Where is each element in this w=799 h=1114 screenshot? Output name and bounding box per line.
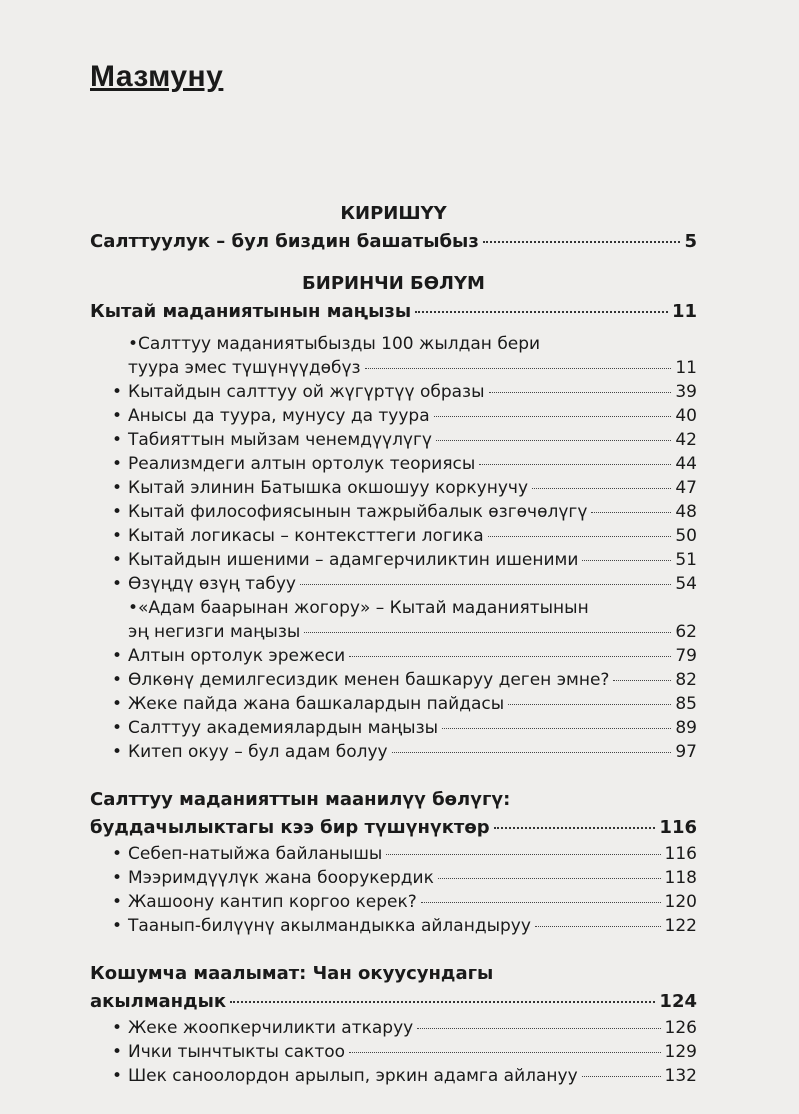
toc-item-1-line1[interactable]: •Салттуу маданиятыбызды 100 жылдан бери	[128, 334, 541, 354]
dot-leader	[488, 536, 672, 537]
bullet-icon: •	[112, 718, 123, 738]
toc-item[interactable]: • Реализмдеги алтын ортолук теориясы 44	[112, 454, 697, 474]
toc-item[interactable]: • Кытай философиясынын тажрыйбалык өзгөчөлүгү 48	[112, 502, 697, 522]
bullet-icon: •	[112, 892, 123, 912]
toc-item[interactable]: • Ички тынчтыкты сактоо 129	[112, 1042, 697, 1062]
bullet-icon: •	[112, 1042, 123, 1062]
toc-item[interactable]: эң негизги маңызы 62	[128, 622, 697, 642]
dot-leader	[300, 584, 671, 585]
dot-leader	[386, 854, 660, 855]
toc-item[interactable]: • Жашоону кантип коргоо керек? 120	[112, 892, 697, 912]
bullet-icon: •	[128, 598, 139, 618]
bullet-icon: •	[112, 430, 123, 450]
bullet-icon: •	[112, 844, 123, 864]
toc-chapter-2[interactable]: буддачылыктагы кээ бир түшүнүктөр 116	[90, 817, 697, 838]
dot-leader	[417, 1028, 660, 1029]
chapter-label: Кытай маданиятынын маңызы	[90, 301, 412, 322]
dot-leader	[489, 392, 672, 393]
dot-leader	[230, 1001, 655, 1003]
bullet-icon: •	[112, 406, 123, 426]
dot-leader	[508, 704, 671, 705]
toc-item[interactable]: • Жеке пайда жана башкалардын пайдасы 85	[112, 694, 697, 714]
dot-leader	[365, 368, 672, 369]
toc-item[interactable]: • Кытай элинин Батышка окшошуу коркунучу 47	[112, 478, 697, 498]
toc-chapter-1[interactable]	[90, 298, 697, 326]
dot-leader	[438, 878, 661, 879]
bullet-icon: •	[112, 868, 123, 888]
dot-leader	[415, 311, 668, 313]
entry-label: Салттуулук – бул биздин башатыбыз	[90, 231, 479, 252]
bullet-icon: •	[112, 502, 123, 522]
bullet-icon: •	[112, 646, 123, 666]
bullet-icon: •	[112, 670, 123, 690]
toc-item[interactable]: • Кытайдын салттуу ой жүгүртүү образы 39	[112, 382, 697, 402]
dot-leader	[535, 926, 661, 927]
page-number: 11	[671, 301, 697, 322]
dot-leader	[421, 902, 661, 903]
bullet-icon: •	[112, 382, 123, 402]
dot-leader	[436, 440, 671, 441]
toc-item[interactable]: туура эмес түшүнүүдөбүз 11	[128, 358, 697, 378]
table-of-contents	[90, 200, 697, 1088]
bullet-icon: •	[112, 742, 123, 762]
toc-item[interactable]: • Анысы да туура, мунусу да туура 40	[112, 406, 697, 426]
dot-leader	[613, 680, 671, 681]
toc-entry-intro[interactable]	[90, 228, 697, 256]
dot-leader	[434, 416, 672, 417]
intro-heading: КИРИШҮҮ	[340, 203, 447, 224]
toc-item[interactable]: • Себеп-натыйжа байланышы 116	[112, 844, 697, 864]
dot-leader	[479, 464, 671, 465]
bullet-icon: •	[112, 574, 123, 594]
dot-leader	[591, 512, 671, 513]
toc-item[interactable]: • Китеп окуу – бул адам болуу 97	[112, 742, 697, 762]
bullet-icon: •	[112, 454, 123, 474]
bullet-icon: •	[128, 334, 139, 354]
toc-appendix-line1[interactable]: Кошумча маалымат: Чан окуусундагы	[90, 963, 494, 984]
toc-item[interactable]: • Салттуу академиялардын маңызы 89	[112, 718, 697, 738]
toc-item[interactable]: • Табияттын мыйзам ченемдүүлүгү 42	[112, 430, 697, 450]
toc-item[interactable]: • Өзүңдү өзүң табуу 54	[112, 574, 697, 594]
toc-item[interactable]: • Шек саноолордон арылып, эркин адамга айлануу 132	[112, 1066, 697, 1086]
bullet-icon: •	[112, 916, 123, 936]
dot-leader	[582, 1076, 661, 1077]
toc-item[interactable]: • Мээримдүүлүк жана боорукердик 118	[112, 868, 697, 888]
bullet-icon: •	[112, 1018, 123, 1038]
toc-item[interactable]: • Кытай логикасы – контексттеги логика 50	[112, 526, 697, 546]
toc-appendix[interactable]: акылмандык 124	[90, 991, 697, 1012]
dot-leader	[483, 241, 681, 243]
bullet-icon: •	[112, 478, 123, 498]
toc-item[interactable]: • Өлкөнү демилгесиздик менен башкаруу деген эмне? 82	[112, 670, 697, 690]
dot-leader	[582, 560, 671, 561]
dot-leader	[349, 656, 671, 657]
part1-heading: БИРИНЧИ БӨЛҮМ	[302, 273, 485, 294]
dot-leader	[494, 827, 656, 829]
toc-chapter-2-line1[interactable]: Салттуу маданияттын маанилүү бөлүгү:	[90, 789, 511, 810]
bullet-icon: •	[112, 550, 123, 570]
toc-item[interactable]: • Алтын ортолук эрежеси 79	[112, 646, 697, 666]
toc-item[interactable]: • Жеке жоопкерчиликти аткаруу 126	[112, 1018, 697, 1038]
dot-leader	[532, 488, 671, 489]
bullet-icon: •	[112, 1066, 123, 1086]
dot-leader	[349, 1052, 661, 1053]
dot-leader	[442, 728, 671, 729]
page-title: Мазмуну	[90, 60, 224, 93]
toc-item[interactable]: • Кытайдын ишеними – адамгерчиликтин ишеними 51	[112, 550, 697, 570]
dot-leader	[304, 632, 671, 633]
toc-item-11-line1[interactable]: •«Адам баарынан жогору» – Кытай маданиятынын	[128, 598, 589, 618]
bullet-icon: •	[112, 694, 123, 714]
bullet-icon: •	[112, 526, 123, 546]
page-number: 5	[684, 231, 697, 252]
toc-item[interactable]: • Таанып-билүүнү акылмандыкка айландыруу 122	[112, 916, 697, 936]
dot-leader	[392, 752, 672, 753]
